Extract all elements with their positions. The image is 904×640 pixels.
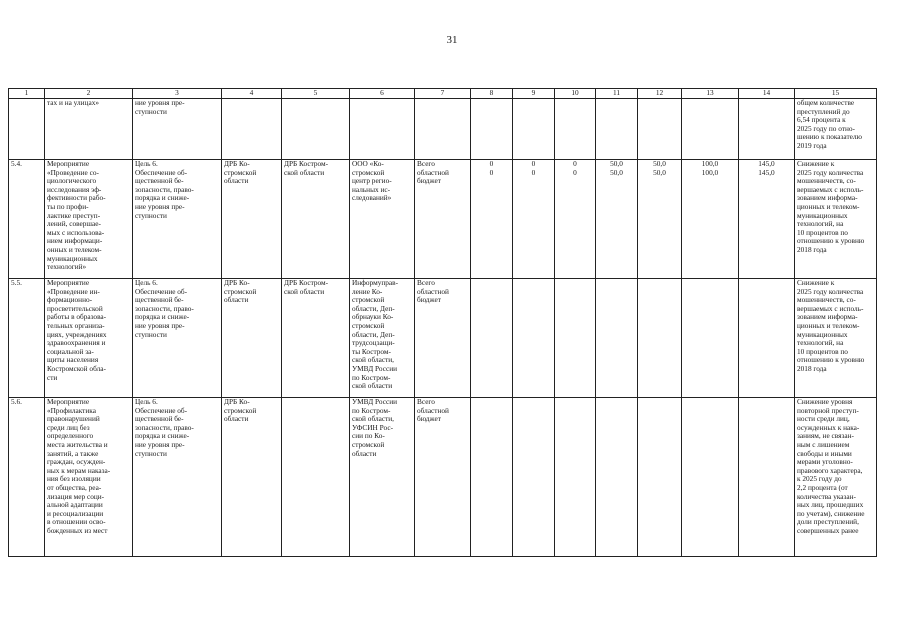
amount-col10-cell-value: 0 [573,159,577,168]
amount-col9-cell [513,160,555,279]
coordinator-cell [222,398,282,557]
amount-col13-cell [682,398,739,557]
item-number-cell-text: 5.4. [11,159,22,168]
event-name-cell-text: Мероприятие «Проведение со- циологического исследования эф- фективности рабо- ты по профи- лактике преступ- лений, совершае- мых с использова- нием информаци- онных и телеком- муникационных технологий» [47,159,106,272]
funding-source-text: Всего [417,397,435,406]
column-number-row [9,89,877,99]
amount-col8-cell [471,279,513,398]
goal-cell-text: Цель 6. Обеспечение об- щественной бе- зопасности, право- порядка и сниже- ние уровня пре- ступности [135,159,194,220]
executor-cell [282,160,350,279]
coordinator-cell-text: ДРБ Ко- стромской области [224,278,257,305]
item-number-cell [9,160,45,279]
amount-col11-cell [596,398,638,557]
executor-cell-text: ДРБ Костром- ской области [284,159,329,177]
funding-source-cell [415,99,471,160]
item-number-cell-text: 5.6. [11,397,22,406]
amount-col10-cell [555,160,596,279]
column-number: 13 [682,89,739,99]
goal-cell [133,99,222,160]
funding-source-text: областной бюджет [417,405,449,424]
item-number-cell [9,398,45,557]
goal-cell [133,160,222,279]
column-number: 5 [282,89,350,99]
amount-col14-cell [739,160,795,279]
amount-col9-cell [513,398,555,557]
coordinator-cell [222,160,282,279]
amount-col11-cell [596,279,638,398]
expected-result-cell-text: Снижение уровня повторной преступ- ности среди лиц, осужденных к нака- заниям, не связан- ным с лишением свободы и иными мерами уголовно- правового характера, к 2025 году до 2,2 процента (от количества указан- ных лиц, прошедших по учетам), снижение доли преступлений, совершенных ранее [797,397,865,535]
funding-source-text: Всего [417,159,435,168]
event-name-cell-text: Мероприятие «Профилактика правонарушений среди лиц без определенного места жительства и занятий, а также граждан, осужден- ных к мерам наказа- ния без изоляции от общества, реа- лизация мер соци- альной адаптации и ресоциализации в отношении осво- божденных из мест [47,397,111,535]
amount-col12-cell [638,279,682,398]
column-number: 4 [222,89,282,99]
amount-col13-cell [682,99,739,160]
amount-col9-cell [513,279,555,398]
column-number: 15 [795,89,877,99]
expected-result-cell [795,279,877,398]
expected-result-cell-text: Снижение к 2025 году количества мошенничеств, со- вершаемых с исполь- зованием информа- ционных и телеком- муникационных технологий, на 10 процентов по отношению к уровню 2018 года [797,278,865,373]
amount-col14-cell-value: 145,0 [758,168,775,177]
column-number: 9 [513,89,555,99]
amount-col13-cell [682,160,739,279]
funding-source-cell [415,279,471,398]
executor-cell [282,398,350,557]
participant-cell-text: Информуправ- ление Ко- стромской области, Деп- обрнауки Ко- стромской области, Деп- трудсоцзащи- ты Костром- ской области, УМВД России по Костром- ской области [352,278,399,391]
funding-source-cell [415,398,471,557]
goal-cell-text: ние уровня пре- ступности [135,98,185,116]
table-row [9,160,877,279]
participant-cell-text: УМВД России по Костром- ской области, УФСИН Рос- сии по Ко- стромской области [352,397,398,458]
amount-col13-cell [682,279,739,398]
column-number: 6 [350,89,415,99]
amount-col12-cell [638,160,682,279]
expected-result-cell [795,398,877,557]
amount-col14-cell [739,398,795,557]
coordinator-cell-text: ДРБ Ко- стромской области [224,397,257,424]
event-name-cell [45,279,133,398]
executor-cell [282,279,350,398]
event-name-cell [45,160,133,279]
participant-cell [350,160,415,279]
funding-source-text: Всего [417,278,435,287]
table-row [9,279,877,398]
page-number: 31 [446,34,458,46]
amount-col10-cell [555,279,596,398]
item-number-cell [9,279,45,398]
column-number: 8 [471,89,513,99]
coordinator-cell [222,279,282,398]
amount-col9-cell [513,99,555,160]
event-name-cell-text: тах и на улицах» [47,98,100,107]
amount-col14-cell-value: 145,0 [758,159,775,168]
table-row [9,398,877,557]
column-number: 2 [45,89,133,99]
amount-col11-cell [596,99,638,160]
funding-source-text: областной бюджет [417,286,449,305]
amount-col11-cell [596,160,638,279]
event-name-cell [45,398,133,557]
amount-col12-cell-value: 50,0 [653,168,666,177]
column-number: 14 [739,89,795,99]
amount-col14-cell [739,99,795,160]
amount-col12-cell-value: 50,0 [653,159,666,168]
amount-col8-cell-value: 0 [489,159,494,168]
participant-cell [350,398,415,557]
amount-col8-cell [471,398,513,557]
column-number: 12 [638,89,682,99]
amount-col12-cell [638,99,682,160]
expected-result-cell [795,160,877,279]
goal-cell-text: Цель 6. Обеспечение об- щественной бе- зопасности, право- порядка и сниже- ние уровня пре- ступности [135,397,194,458]
expected-result-cell-text: Снижение к 2025 году количества мошенничеств, со- вершаемых с исполь- зованием информа- ционных и телеком- муникационных технологий, на 10 процентов по отношению к уровню 2018 года [797,159,865,254]
participant-cell [350,279,415,398]
goal-cell [133,279,222,398]
amount-col11-cell-value: 50,0 [610,159,623,168]
program-table [8,88,877,557]
event-name-cell [45,99,133,160]
coordinator-cell-text: ДРБ Ко- стромской области [224,159,257,186]
program-rows [9,99,877,557]
column-number: 7 [415,89,471,99]
amount-col10-cell [555,99,596,160]
amount-col10-cell-value: 0 [573,168,577,177]
column-number: 10 [555,89,596,99]
participant-cell [350,99,415,160]
coordinator-cell [222,99,282,160]
column-number: 11 [596,89,638,99]
amount-col9-cell-value: 0 [531,159,536,168]
amount-col8-cell [471,99,513,160]
item-number-cell-text: 5.5. [11,278,22,287]
amount-col8-cell-value: 0 [489,168,494,177]
amount-col10-cell [555,398,596,557]
funding-source-cell [415,160,471,279]
amount-col8-cell [471,160,513,279]
table-row [9,99,877,160]
event-name-cell-text: Мероприятие «Проведение ин- формационно- просветительской работы в образова- тельных организа- циях, учреждениях здравоохранения и социальной за- щиты населения Костромской обла- сти [47,278,107,382]
amount-col9-cell-value: 0 [531,168,536,177]
amount-col14-cell [739,279,795,398]
column-number: 1 [9,89,45,99]
participant-cell-text: ООО «Ко- стромской центр регио- нальных ис- следований» [352,159,392,203]
expected-result-cell [795,99,877,160]
amount-col11-cell-value: 50,0 [610,168,623,177]
executor-cell-text: ДРБ Костром- ской области [284,278,329,296]
amount-col13-cell-value: 100,0 [701,168,719,177]
amount-col13-cell-value: 100,0 [701,159,719,168]
item-number-cell [9,99,45,160]
funding-source-text: областной бюджет [417,167,449,186]
amount-col12-cell [638,398,682,557]
expected-result-cell-text: общем количестве преступлений до 6,54 процента к 2025 году по отно- шению к показателю 2019 года [797,98,862,150]
goal-cell-text: Цель 6. Обеспечение об- щественной бе- зопасности, право- порядка и сниже- ние уровня пре- ступности [135,278,194,339]
executor-cell [282,99,350,160]
goal-cell [133,398,222,557]
column-number: 3 [133,89,222,99]
